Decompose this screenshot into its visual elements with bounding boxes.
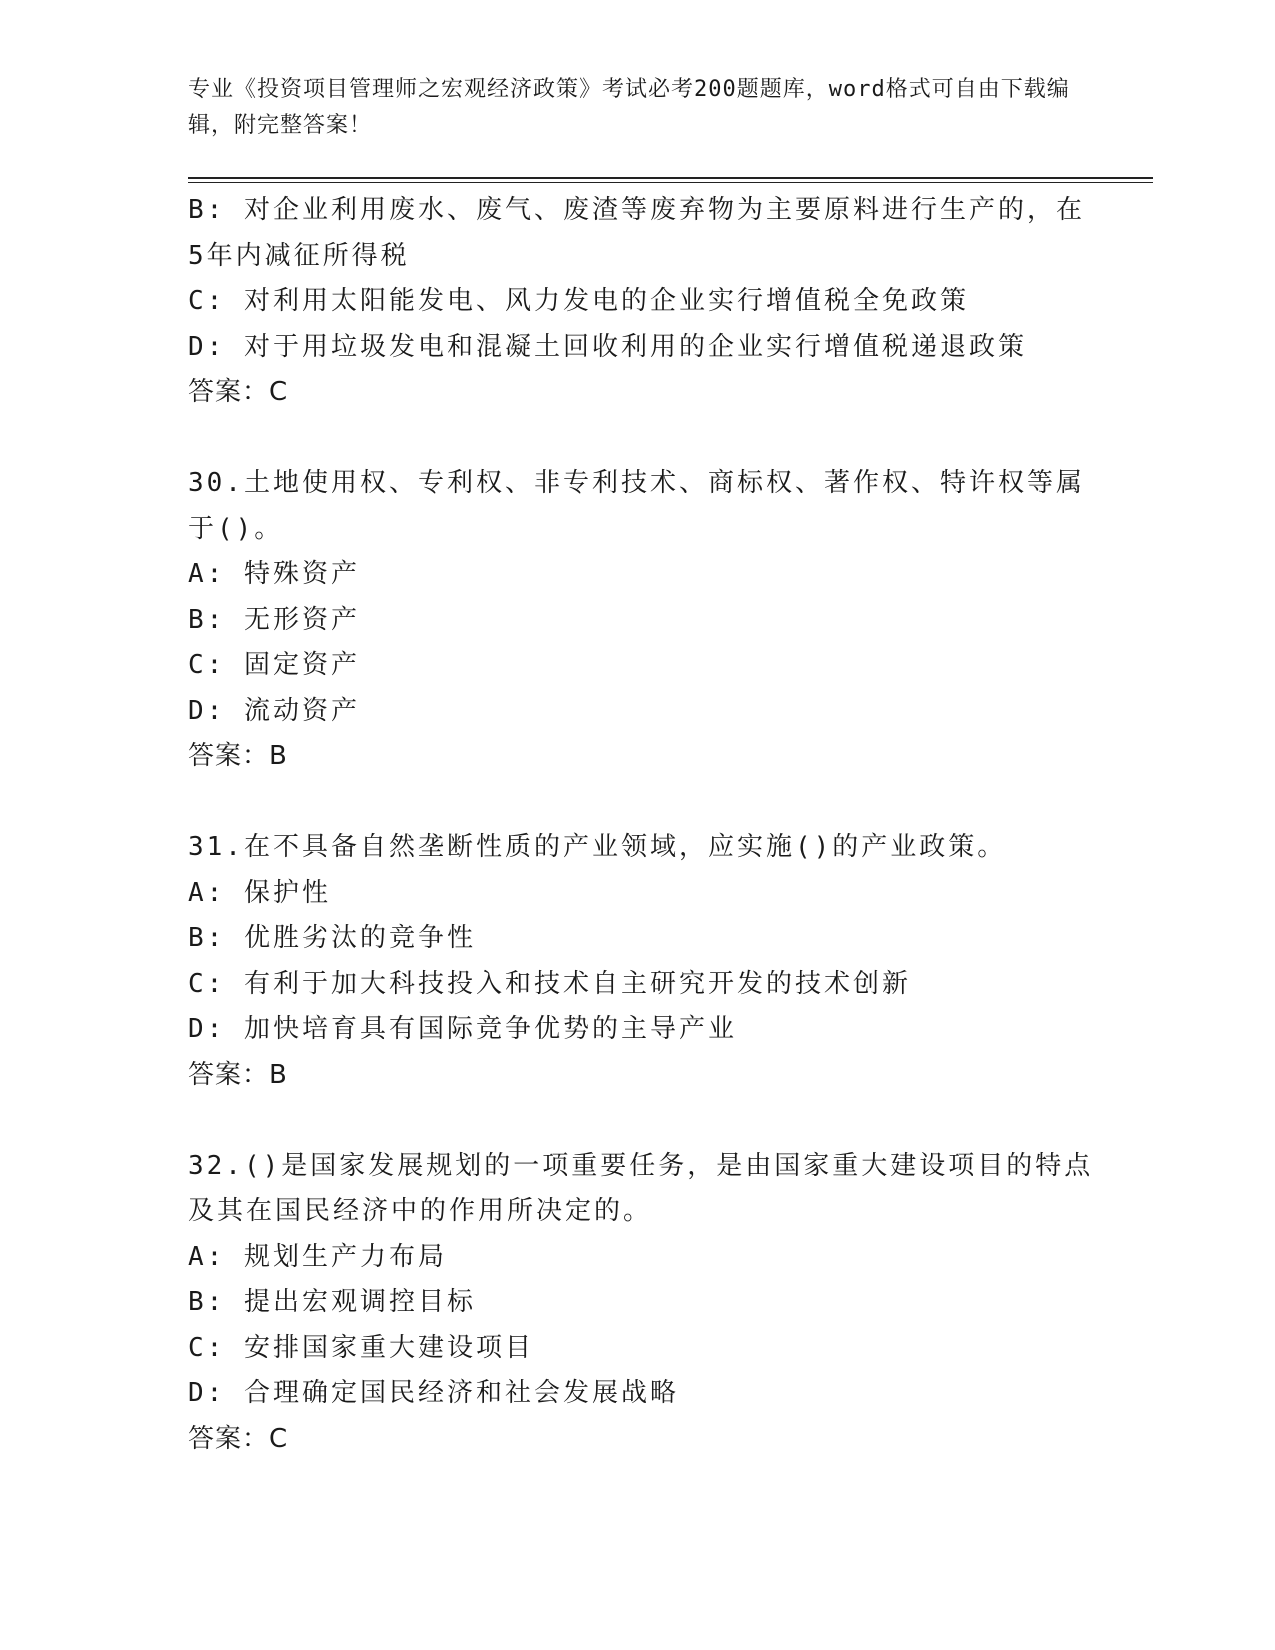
option-b: B: 优胜劣汰的竞争性 [188, 923, 476, 953]
option-c: C: 有利于加大科技投入和技术自主研究开发的技术创新 [188, 968, 911, 999]
option-d: D: 合理确定国民经济和社会发展战略 [188, 1378, 679, 1408]
option-d: D: 加快培育具有国际竞争优势的主导产业 [188, 1014, 737, 1044]
header-rule-thick [188, 177, 1153, 179]
option-b: B: 无形资产 [188, 604, 360, 635]
question-stem: 31.在不具备自然垄断性质的产业领域，应实施()的产业政策。 [188, 832, 1007, 862]
option-c: C: 固定资产 [188, 650, 360, 680]
option-line: B: 对企业利用废水、废气、废渣等废弃物为主要原料进行生产的，在 [188, 195, 1085, 225]
question-32 [188, 1144, 1108, 1463]
question-stem: 及其在国民经济中的作用所决定的。 [188, 1196, 653, 1226]
question-31 [188, 825, 1108, 1098]
continued-question [188, 188, 1108, 416]
answer-line: 答案：C [188, 1423, 289, 1454]
option-a: A: 特殊资产 [188, 559, 360, 589]
option-d: D: 流动资产 [188, 695, 360, 726]
option-line: 5年内减征所得税 [188, 240, 410, 271]
answer-line: 答案：B [188, 1059, 288, 1090]
header-rule-thin [188, 182, 1153, 183]
option-line: D: 对于用垃圾发电和混凝土回收利用的企业实行增值税递退政策 [188, 331, 1027, 362]
answer-line: 答案：C [188, 377, 289, 407]
question-stem: 32.()是国家发展规划的一项重要任务，是由国家重大建设项目的特点 [188, 1150, 1094, 1181]
question-stem: 30.土地使用权、专利权、非专利技术、商标权、著作权、特许权等属 [188, 468, 1085, 498]
option-a: A: 保护性 [188, 877, 331, 908]
question-content [188, 188, 1108, 1462]
question-stem: 于()。 [188, 513, 284, 544]
option-b: B: 提出宏观调控目标 [188, 1287, 476, 1317]
option-line: C: 对利用太阳能发电、风力发电的企业实行增值税全免政策 [188, 286, 969, 316]
option-c: C: 安排国家重大建设项目 [188, 1332, 534, 1363]
document-header: 专业《投资项目管理师之宏观经济政策》考试必考200题题库，word格式可自由下载编辑，附完整答案！ [188, 77, 1070, 138]
option-a: A: 规划生产力布局 [188, 1241, 447, 1272]
answer-line: 答案：B [188, 741, 288, 771]
question-30 [188, 461, 1108, 780]
